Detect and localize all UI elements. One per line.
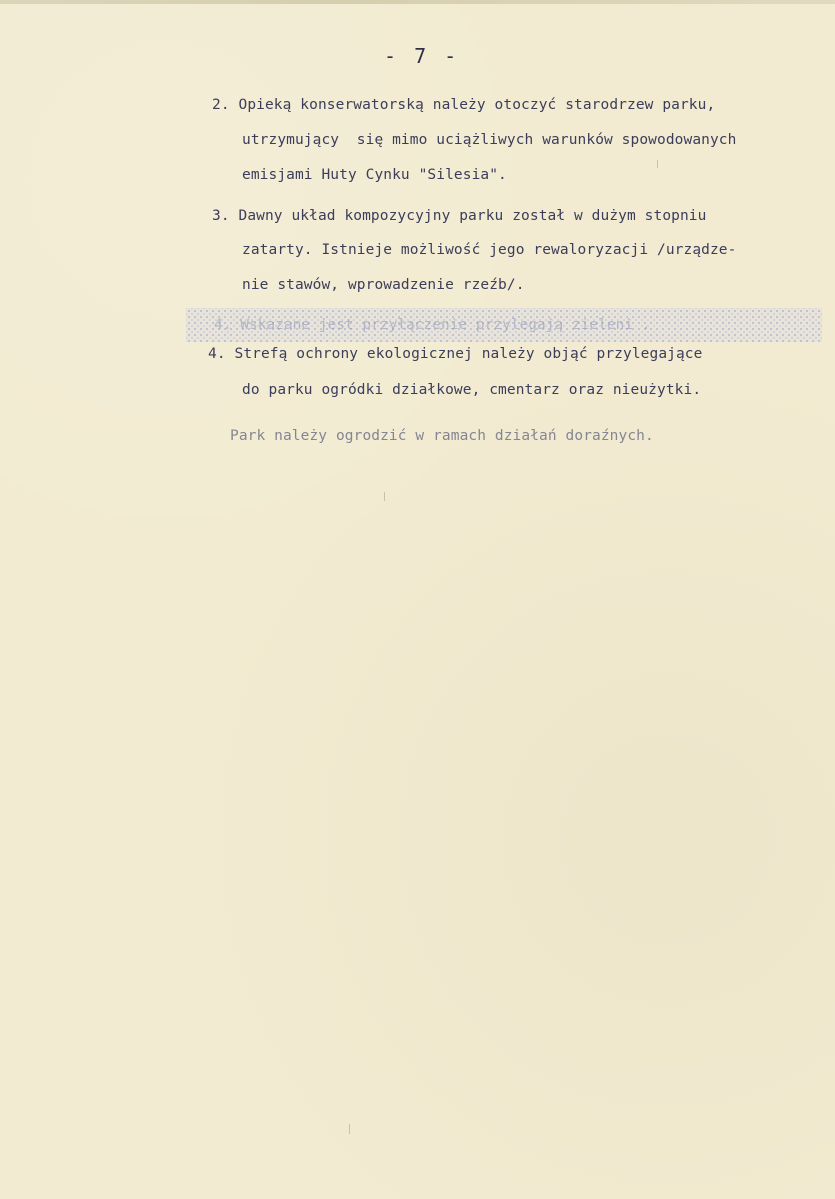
closing-note: Park należy ogrodzić w ramach działań doraźnych. bbox=[230, 428, 654, 444]
page-top-edge bbox=[0, 0, 835, 4]
item-4-line-1: 4. Strefą ochrony ekologicznej należy objąć przylegające bbox=[208, 346, 703, 362]
item-3-line-3: nie stawów, wprowadzenie rzeźb/. bbox=[242, 277, 525, 293]
item-4-line-2: do parku ogródki działkowe, cmentarz oraz nieużytki. bbox=[242, 382, 702, 398]
page-number: - 7 - bbox=[384, 44, 460, 68]
paper-fleck bbox=[657, 160, 658, 168]
paper-fleck bbox=[384, 492, 385, 501]
paper-fleck bbox=[349, 1124, 350, 1134]
item-3-line-2: zatarty. Istnieje możliwość jego rewaloryzacji /urządze- bbox=[242, 242, 737, 258]
item-2-line-2: utrzymujący się mimo uciążliwych warunków spowodowanych bbox=[242, 132, 737, 148]
item-2-line-1: 2. Opieką konserwatorską należy otoczyć starodrzew parku, bbox=[212, 97, 716, 113]
item-3-line-1: 3. Dawny układ kompozycyjny parku został w dużym stopniu bbox=[212, 208, 707, 224]
struck-through-line: 4. Wskazane jest przyłączenie przylegają zieleni . bbox=[214, 317, 651, 333]
item-2-line-3: emisjami Huty Cynku "Silesia". bbox=[242, 167, 507, 183]
